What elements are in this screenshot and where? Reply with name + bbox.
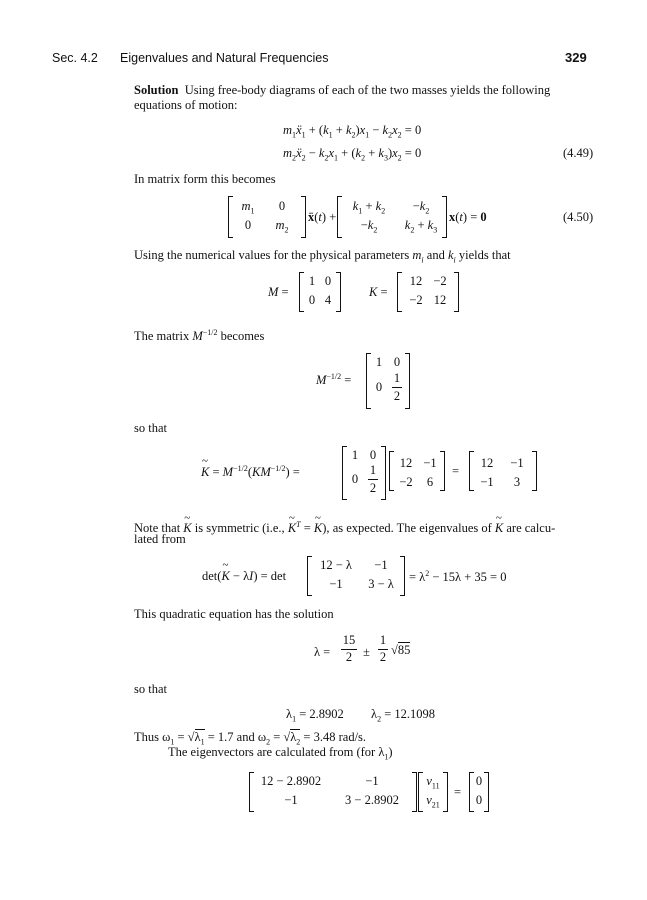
- solution-paragraph: [134, 83, 550, 98]
- matrix-form-text: In matrix form this becomes: [134, 172, 276, 186]
- equation-number-4-50: (4.50): [563, 210, 594, 224]
- plus-minus: ±: [363, 645, 370, 659]
- so-that-2: so that: [134, 682, 167, 696]
- lambda-frac-1: 1: [379, 633, 387, 647]
- section-label: Sec. 4.2: [52, 51, 98, 65]
- numerical-values-text: Using the numerical values for the physical parameters $m_i$ and $k_i$ yields that: [134, 248, 511, 265]
- accel-vector: ẍ(t) +: [308, 210, 337, 224]
- k-tilde-result-matrix: 12 −1 −1 3: [469, 451, 537, 491]
- k-tilde-definition: ~ $K = M^{-1/2}(KM^{-1/2})$ =: [201, 464, 300, 480]
- stiffness-matrix-numeric: 12 −2 −2 12: [397, 272, 459, 312]
- mass-matrix-numeric: 1 0 0 4: [299, 272, 341, 312]
- lambda-1-value: $\lambda_1 = 2.8902$: [286, 707, 344, 724]
- m-inverse-sqrt-label: $M^{-1/2}$ =: [316, 372, 352, 388]
- equation-motion-1: $m_1ẍ_1 + (k_1 + k_2)x_1 - k_2x_2 = 0$: [283, 123, 422, 140]
- eigenvector-system-matrix: 12 − 2.8902 −1 −1 3 − 2.8902: [249, 772, 417, 812]
- quadratic-text: This quadratic equation has the solution: [134, 607, 334, 621]
- natural-frequencies: Thus $\omega_1 = √\lambda_1 = 1.7$ and $\omega_2 = √\lambda_2 = 3.48$ rad/s.: [134, 730, 367, 747]
- m-inverse-sqrt-matrix: 1 0 0 1 2: [366, 353, 410, 409]
- solution-text: Using free-body diagrams of each of the two masses yields the following: [184, 83, 551, 97]
- so-that-1: so that: [134, 421, 167, 435]
- sqrt-85: √85: [391, 643, 411, 657]
- determinant-expression: det(~ K − λI) = det: [202, 569, 286, 584]
- lambda-solution-lhs: λ =: [314, 645, 331, 659]
- determinant-matrix: 12 − λ −1 −1 3 − λ: [307, 556, 405, 596]
- equation-motion-2: $m_2ẍ_2 - k_2x_1 + (k_2 + k_3)x_2 = 0$: [283, 146, 422, 163]
- stiffness-matrix-label: K =: [369, 285, 388, 299]
- running-title: Eigenvalues and Natural Frequencies: [120, 51, 329, 65]
- solution-paragraph-line2: equations of motion:: [134, 98, 238, 112]
- lambda-frac-2a: 2: [345, 650, 353, 664]
- solution-label: Solution: [134, 83, 179, 97]
- m-half-text: The matrix $M^{-1/2}$ becomes: [134, 328, 265, 344]
- k-tilde-km-matrix: 12 −1 −2 6: [389, 451, 445, 491]
- mass-matrix: $m_1$ 0 0 $m_2$: [228, 196, 306, 238]
- position-vector: x(t) = 0: [449, 210, 487, 224]
- eigenvector-text: The eigenvectors are calculated from (for $\lambda_1$): [168, 745, 393, 762]
- eigenvector-equals: =: [454, 785, 462, 799]
- mass-matrix-label: M =: [268, 285, 289, 299]
- k-tilde-m-matrix: 1 0 0 1 2: [342, 446, 386, 500]
- eigenvector-v-matrix: $v_{11}$ $v_{21}$: [418, 772, 448, 812]
- zero-vector: 0 0: [469, 772, 489, 812]
- lambda-frac-15: 15: [342, 633, 356, 647]
- stiffness-matrix: $k_1 + k_2$ $-k_2$ $-k_2$ $k_2 + k_3$: [337, 196, 447, 238]
- symmetric-note: Note that ~ K is symmetric (i.e., ~ $K^T$ = ~ K), as expected. The eigenvalues of ~ K are calcu-: [134, 517, 555, 536]
- page-number: 329: [565, 50, 587, 65]
- lambda-frac-2b: 2: [379, 650, 387, 664]
- lambda-2-value: $\lambda_2 = 12.1098$: [371, 707, 435, 724]
- equation-number-4-49: (4.49): [563, 146, 594, 160]
- symmetric-note-line2: lated from: [134, 532, 186, 546]
- equals-sign: =: [452, 464, 460, 478]
- characteristic-polynomial: = $\lambda^2 - 15\lambda + 35 = 0$: [409, 569, 507, 585]
